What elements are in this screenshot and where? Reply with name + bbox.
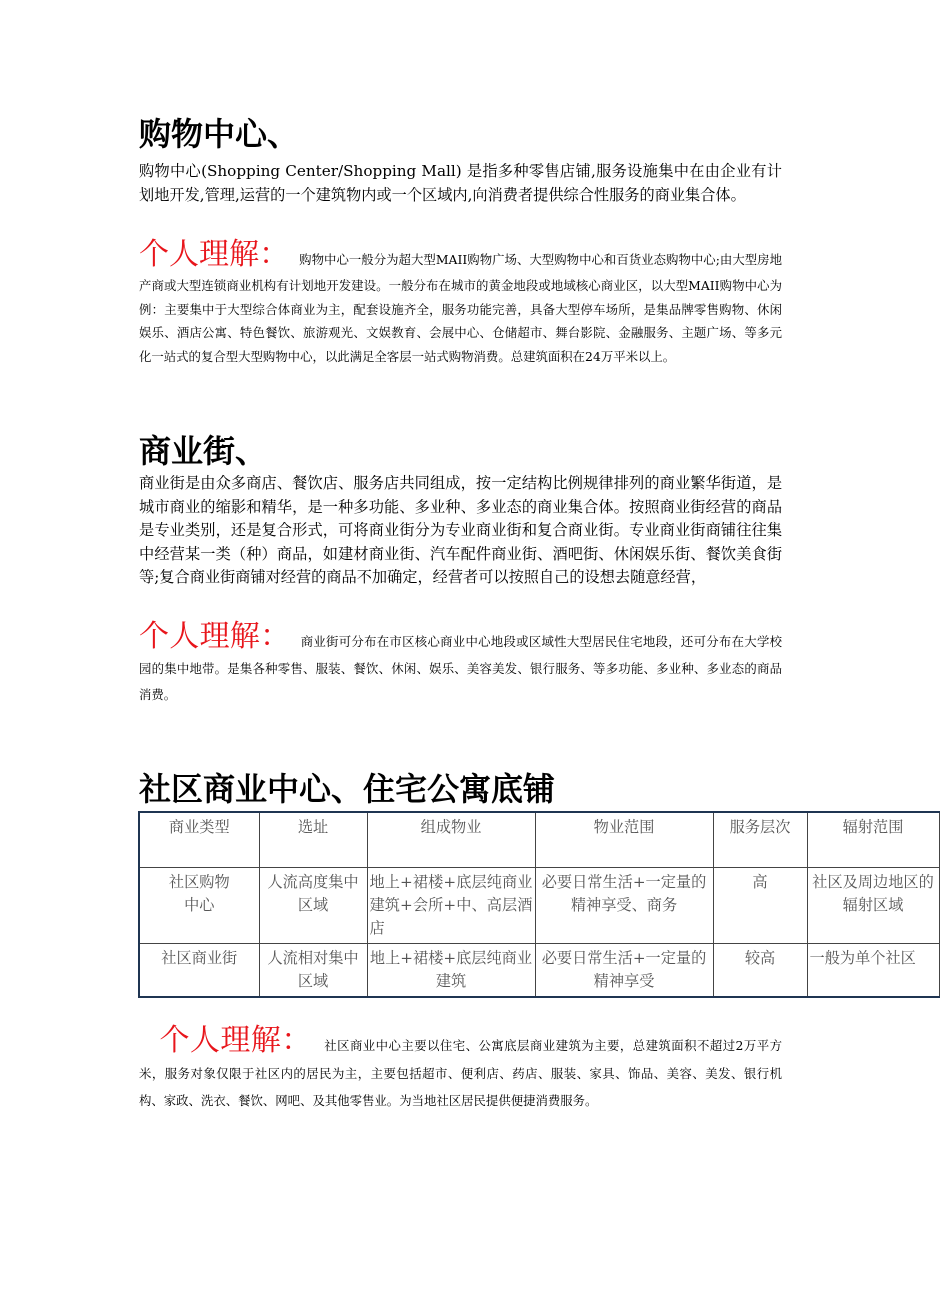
note-text: 购物中心一般分为超大型MAII购物广场、大型购物中心和百货业态购物中心;由大型房地产商或大型连锁商业机构有计划地开发建设。一般分布在城市的黄金地段或地域核心商业区，以大型MAII购物中心为例：主要集中于大型综合体商业为主，配套设施齐全，服务功能完善，具备大型停车场所，是集品牌零售购物、休闲娱乐、酒店公寓、特色餐饮、旅游观光、文娱教育、会展中心、仓储超市、舞台影院、金融服务、主题广场、等多元化一站式的复合型大型购物中心，以此满足全客层一站式购物消费。总建筑面积在24万平米以上。 [139,252,782,364]
note-text: 社区商业中心主要以住宅、公寓底层商业建筑为主要，总建筑面积不超过2万平方米，服务对象仅限于社区内的居民为主，主要包括超市、便利店、药店、服装、家具、饰品、美容、美发、银行机构、家政、洗衣、餐饮、网吧、及其他零售业。为当地社区居民提供便捷消费服务。 [139,1038,782,1108]
table-cell: 必要日常生活+一定量的精神享受、商务 [535,868,713,944]
table-cell: 必要日常生活+一定量的精神享受 [535,944,713,998]
table-header-cell: 选址 [259,812,367,868]
note-text: 商业街可分布在市区核心商业中心地段或区域性大型居民住宅地段，还可分布在大学校园的集中地带。是集各种零售、服装、餐饮、休闲、娱乐、美容美发、银行服务、等多功能、多业种、多业态的商品消费。 [139,634,783,702]
section-title-community: 社区商业中心、住宅公寓底铺 [139,770,556,808]
table-header-cell: 物业范围 [535,812,713,868]
section-title-mall: 购物中心、 [139,115,300,153]
table-cell: 地上+裙楼+底层纯商业建筑 [367,944,535,998]
mall-note [139,236,782,368]
table-cell: 社区购物中心 [139,868,259,944]
note-label: 个人理解： [159,1023,312,1058]
table-header-cell: 组成物业 [367,812,535,868]
table-cell: 社区及周边地区的辐射区域 [807,868,939,944]
table-row [139,944,939,998]
table-cell: 人流高度集中区域 [259,868,367,944]
table-cell: 地上+裙楼+底层纯商业建筑+会所+中、高层酒店 [367,868,535,944]
table-cell: 高 [713,868,807,944]
mall-definition: 购物中心(Shopping Center/Shopping Mall) 是指多种零售店铺,服务设施集中在由企业有计划地开发,管理,运营的一个建筑物内或一个区域内,向消费者提供综合性服务的商业集合体。 [139,162,782,204]
table-header-cell: 服务层次 [713,812,807,868]
street-definition: 商业街是由众多商店、餐饮店、服务店共同组成，按一定结构比例规律排列的商业繁华街道，是城市商业的缩影和精华，是一种多功能、多业种、多业态的商业集合体。按照商业街经营的商品是专业类别，还是复合形式，可将商业街分为专业商业街和复合商业街。专业商业街商铺往往集中经营某一类（种）商品，如建材商业街、汽车配件商业街、酒吧街、休闲娱乐街、餐饮美食街等;复合商业街商铺对经营的商品不加确定，经营者可以按照自己的设想去随意经营， [139,474,782,586]
note-label: 个人理解： [139,237,290,272]
commercial-type-table [138,811,940,998]
table-header-row [139,812,939,868]
street-note [139,618,782,708]
note-label: 个人理解： [139,619,291,654]
table-header-cell: 辐射范围 [807,812,939,868]
table-cell: 一般为单个社区 [807,944,939,998]
table-row [139,868,939,944]
table-cell: 较高 [713,944,807,998]
table-cell: 社区商业街 [139,944,259,998]
table-cell: 人流相对集中区域 [259,944,367,998]
section-title-street: 商业街、 [139,432,268,470]
community-note [139,1022,782,1114]
table-header-cell: 商业类型 [139,812,259,868]
